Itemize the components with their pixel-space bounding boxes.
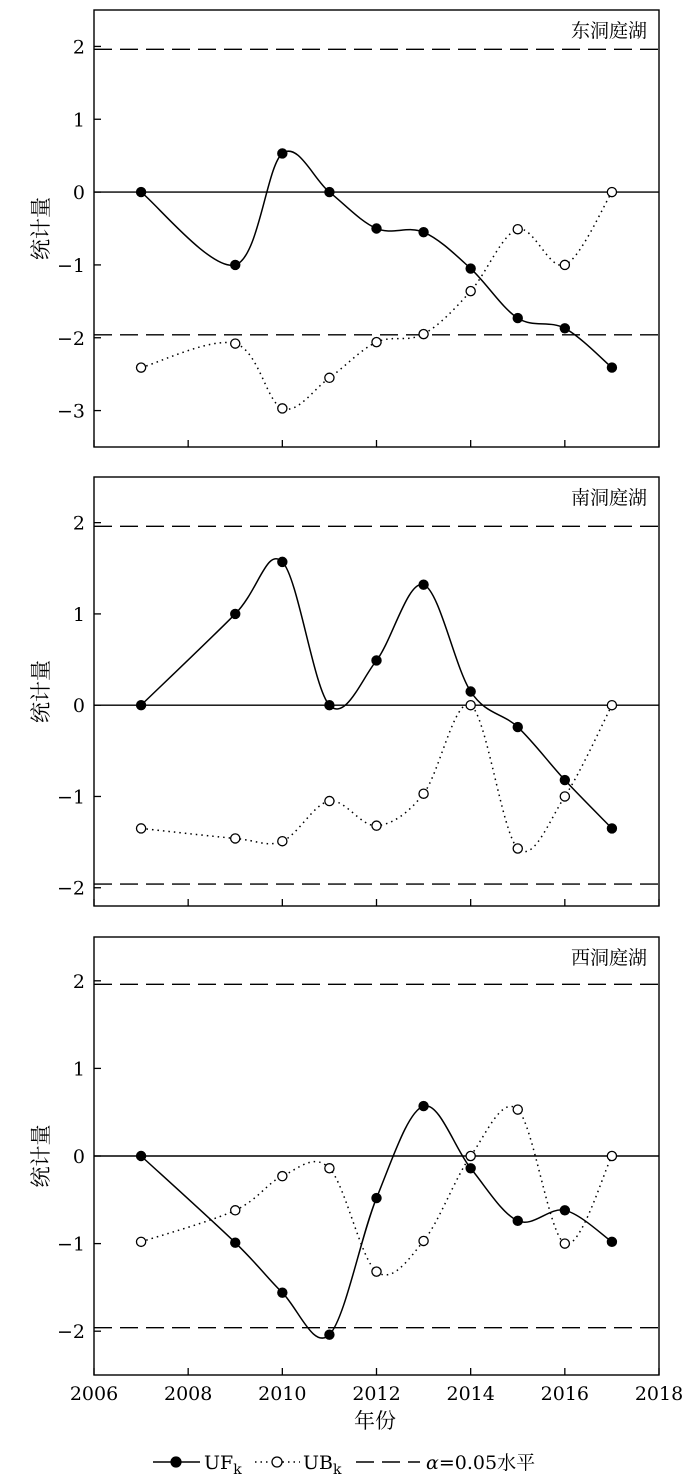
- x-tick-label: 2008: [163, 1383, 213, 1405]
- y-tick-label: 1: [72, 603, 85, 626]
- ub-data-point: [278, 837, 287, 846]
- uf-data-point: [278, 149, 287, 158]
- uf-data-point: [419, 580, 428, 589]
- x-tick-label: 2018: [634, 1383, 684, 1405]
- legend-crit-alpha: α: [426, 1452, 439, 1474]
- y-tick-label: −2: [56, 327, 85, 350]
- uf-data-point: [513, 313, 522, 322]
- legend-uf-text: [204, 1452, 242, 1478]
- ub-data-point: [419, 789, 428, 798]
- legend-ub-text: [303, 1452, 342, 1478]
- y-tick-label: 1: [72, 109, 85, 132]
- y-axis-title: 统计量: [29, 197, 53, 260]
- y-tick-label: −1: [56, 1233, 85, 1256]
- uf-data-point: [136, 701, 145, 710]
- ub-data-point: [231, 834, 240, 843]
- chart-panel-1: [29, 10, 659, 447]
- uf-data-point: [513, 722, 522, 731]
- x-tick-label: 2006: [69, 1383, 119, 1405]
- uf-data-point: [419, 228, 428, 237]
- ub-data-point: [513, 1105, 522, 1114]
- legend-ub-label: UB: [303, 1452, 333, 1474]
- uf-data-point: [136, 187, 145, 196]
- y-tick-label: 2: [72, 970, 85, 993]
- ub-data-point: [325, 373, 334, 382]
- uf-data-point: [466, 687, 475, 696]
- ub-data-point: [278, 404, 287, 413]
- uf-data-point: [607, 824, 616, 833]
- uf-data-point: [278, 1288, 287, 1297]
- ub-data-point: [419, 1236, 428, 1245]
- ub-data-point: [136, 1237, 145, 1246]
- y-tick-label: −3: [56, 400, 85, 423]
- legend-ub-marker: [272, 1457, 282, 1467]
- uf-data-point: [372, 224, 381, 233]
- legend-uf-marker: [171, 1457, 181, 1467]
- legend: [153, 1452, 535, 1478]
- panel-title: 南洞庭湖: [570, 487, 647, 509]
- x-tick-label: 2010: [258, 1383, 307, 1405]
- ub-series-line: [141, 1106, 612, 1275]
- ub-data-point: [513, 844, 522, 853]
- y-tick-label: 0: [72, 695, 85, 718]
- x-axis-title: 年份: [354, 1409, 396, 1433]
- uf-data-point: [231, 609, 240, 618]
- legend-crit-text: [426, 1452, 535, 1474]
- ub-data-point: [513, 225, 522, 234]
- uf-data-point: [560, 1206, 569, 1215]
- y-tick-label: −2: [56, 877, 85, 900]
- ub-data-point: [607, 701, 616, 710]
- plot-frame: [94, 477, 659, 906]
- ub-data-point: [466, 701, 475, 710]
- y-axis-title: 统计量: [29, 660, 53, 723]
- legend-uf-sub: k: [233, 1462, 242, 1478]
- uf-data-point: [325, 1330, 334, 1339]
- uf-data-point: [325, 187, 334, 196]
- uf-series-line: [141, 559, 612, 829]
- uf-data-point: [325, 701, 334, 710]
- y-axis-title: 统计量: [29, 1124, 53, 1188]
- legend-crit-rest: =0.05水平: [438, 1452, 536, 1474]
- ub-data-point: [231, 1206, 240, 1215]
- x-tick-label: 2016: [540, 1383, 590, 1405]
- uf-data-point: [607, 363, 616, 372]
- ub-data-point: [325, 1164, 334, 1173]
- uf-data-point: [466, 1164, 475, 1173]
- ub-data-point: [419, 330, 428, 339]
- ub-data-point: [607, 1151, 616, 1160]
- chart-panel-2: [29, 477, 659, 906]
- panel-title: 东洞庭湖: [570, 20, 647, 42]
- uf-data-point: [513, 1216, 522, 1225]
- uf-data-point: [231, 1238, 240, 1247]
- y-tick-label: −2: [56, 1321, 85, 1344]
- y-tick-label: −1: [56, 786, 85, 809]
- uf-data-point: [419, 1101, 428, 1110]
- uf-data-point: [607, 1237, 616, 1246]
- uf-data-point: [560, 324, 569, 333]
- uf-data-point: [466, 264, 475, 273]
- y-tick-label: 0: [72, 1146, 85, 1168]
- uf-series-line: [141, 1106, 612, 1338]
- legend-uf-label: UF: [204, 1452, 234, 1474]
- panel-title: 西洞庭湖: [570, 947, 647, 969]
- ub-data-point: [372, 1267, 381, 1276]
- x-tick-label: 2012: [352, 1383, 401, 1405]
- uf-data-point: [136, 1151, 145, 1160]
- y-tick-label: 0: [72, 182, 85, 205]
- uf-data-point: [372, 1193, 381, 1202]
- ub-data-point: [560, 1239, 569, 1248]
- y-tick-label: −1: [56, 254, 85, 277]
- ub-data-point: [231, 339, 240, 348]
- legend-ub-sub: k: [332, 1462, 342, 1478]
- x-axis-title-group: [354, 1409, 396, 1433]
- y-tick-label: 2: [72, 512, 85, 535]
- y-tick-label: 2: [72, 36, 85, 59]
- ub-data-point: [560, 792, 569, 801]
- ub-data-point: [560, 260, 569, 269]
- ub-data-point: [278, 1172, 287, 1181]
- chart-panels: [29, 10, 683, 1405]
- uf-data-point: [231, 260, 240, 269]
- uf-data-point: [278, 557, 287, 566]
- y-tick-label: 1: [72, 1058, 85, 1081]
- uf-data-point: [560, 775, 569, 784]
- x-tick-label: 2014: [446, 1383, 495, 1405]
- ub-data-point: [466, 1151, 475, 1160]
- chart-panel-3: [29, 937, 683, 1405]
- ub-data-point: [325, 796, 334, 805]
- ub-data-point: [372, 821, 381, 830]
- uf-data-point: [372, 656, 381, 665]
- ub-data-point: [372, 338, 381, 347]
- ub-data-point: [607, 187, 616, 196]
- ub-data-point: [136, 824, 145, 833]
- ub-data-point: [466, 287, 475, 296]
- ub-data-point: [136, 363, 145, 372]
